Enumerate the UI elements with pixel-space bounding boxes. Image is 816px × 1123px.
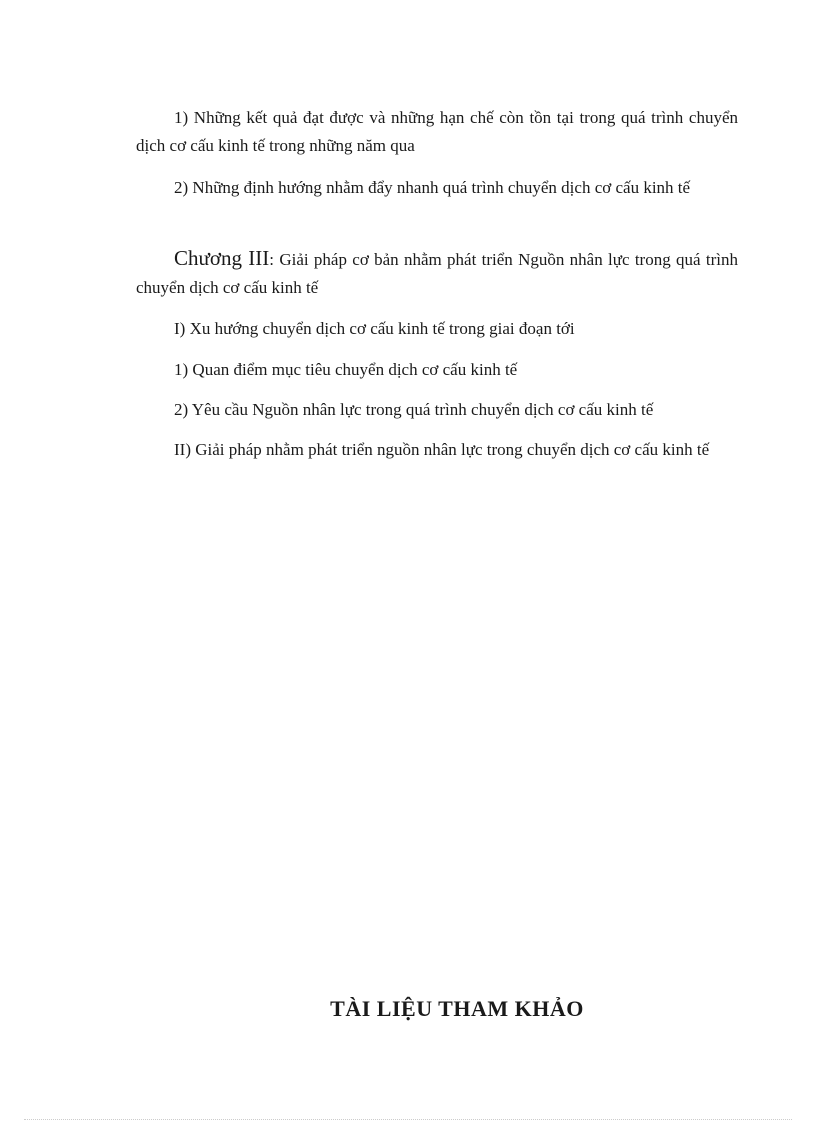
paragraph-results-limitations: 1) Những kết quả đạt được và những hạn chế còn tồn tại trong quá trình chuyển dịch cơ cấu kinh tế trong những năm qua	[136, 108, 738, 155]
item-solutions-section: II) Giải pháp nhằm phát triển nguồn nhân lực trong chuyển dịch cơ cấu kinh tế	[174, 440, 710, 459]
item-viewpoint-objectives: 1) Quan điểm mục tiêu chuyển dịch cơ cấu kinh tế	[174, 360, 518, 379]
references-heading: TÀI LIỆU THAM KHẢO	[330, 996, 584, 1021]
chapter-title: : Giải pháp cơ bản nhằm phát triển Nguồn nhân lực trong quá trình chuyển dịch cơ cấu kinh tế	[136, 250, 738, 297]
item-trend-section: I) Xu hướng chuyển dịch cơ cấu kinh tế trong giai đoạn tới	[174, 319, 575, 338]
chapter-3-heading	[136, 244, 738, 302]
item-hr-requirements: 2) Yêu cầu Nguồn nhân lực trong quá trình chuyển dịch cơ cấu kinh tế	[174, 400, 654, 419]
page-bottom-divider	[24, 1119, 792, 1120]
paragraph-orientations: 2) Những định hướng nhằm đẩy nhanh quá trình chuyển dịch cơ cấu kinh tế	[174, 178, 691, 197]
chapter-label: Chương III	[174, 246, 270, 270]
